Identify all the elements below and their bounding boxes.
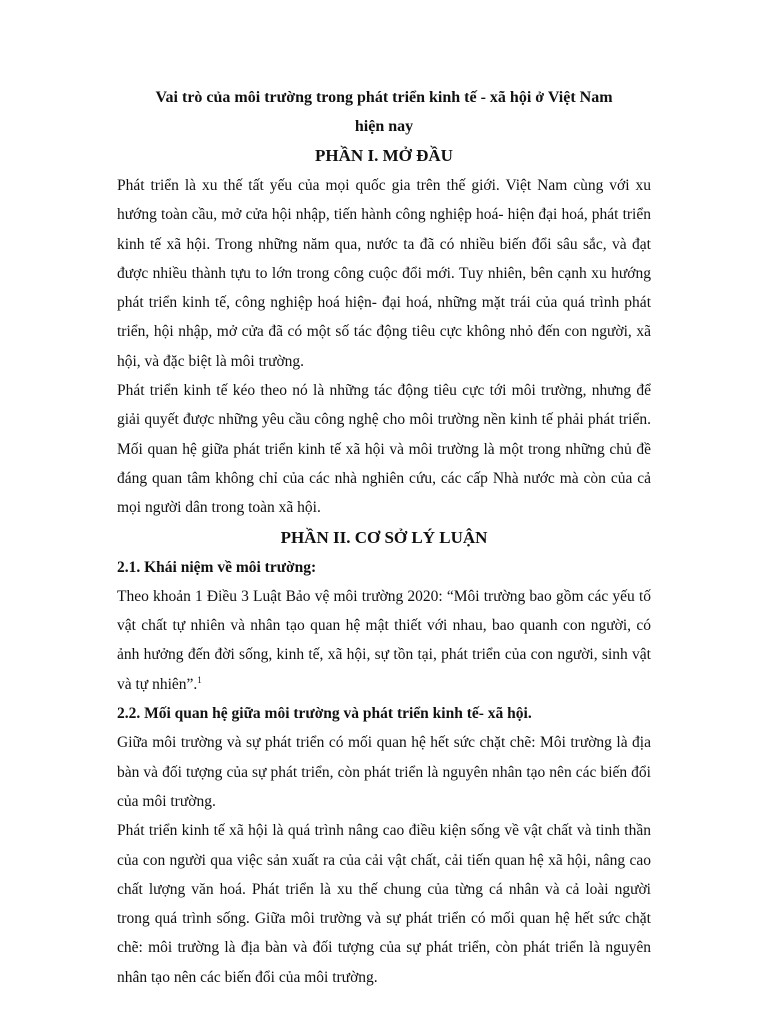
part1-paragraph-1: Phát triển là xu thế tất yếu của mọi quốc gia trên thế giới. Việt Nam cùng với xu hướng toàn cầu, mở cửa hội nhập, tiến hành công nghiệp hoá- hiện đại hoá, phát triển kinh tế xã hội. Trong những năm qua, nước ta đã có nhiều biến đổi sâu sắc, và đạt được nhiều thành tựu to lớn trong công cuộc đổi mới. Tuy nhiên, bên cạnh xu hướng phát triển kinh tế, công nghiệp hoá hiện- đại hoá, những mặt trái của quá trình phát triển, hội nhập, mở cửa đã có một số tác động tiêu cực không nhỏ đến con người, xã hội, và đặc biệt là môi trường.	[117, 177, 651, 370]
section-2-1-paragraph	[117, 582, 651, 699]
part1-paragraph-2: Phát triển kinh tế kéo theo nó là những tác động tiêu cực tới môi trường, nhưng để giải quyết được những yêu cầu công nghệ cho môi trường nền kinh tế phải phát triển. Mối quan hệ giữa phát triển kinh tế xã hội và môi trường là một trong những chủ đề đáng quan tâm không chỉ của các nhà nghiên cứu, các cấp Nhà nước mà còn của cả mọi người dân trong toàn xã hội.	[117, 382, 651, 517]
footnote-marker[interactable]: 1	[197, 674, 202, 685]
document-page	[117, 83, 651, 992]
title-line-2: hiện nay	[354, 118, 414, 135]
section-2-2-paragraph-1: Giữa môi trường và sự phát triển có mối quan hệ hết sức chặt chẽ: Môi trường là địa bàn và đối tượng của sự phát triển, còn phát triển là nguyên nhân tạo nên các biến đổi của môi trường.	[117, 734, 651, 810]
section-2-1-text: Theo khoản 1 Điều 3 Luật Bảo vệ môi trường 2020: “Môi trường bao gồm các yếu tố vật chất tự nhiên và nhân tạo quan hệ mật thiết với nhau, bao quanh con người, có ảnh hưởng đến đời sống, kinh tế, xã hội, sự tồn tại, phát triển của con người, sinh vật và tự nhiên”.	[117, 587, 651, 693]
section-2-2-heading: 2.2. Mối quan hệ giữa môi trường và phát triển kinh tế- xã hội.	[117, 705, 532, 723]
document-title	[117, 83, 651, 141]
title-line-1: Vai trò của môi trường trong phát triển kinh tế - xã hội ở Việt Nam	[155, 89, 613, 106]
section-2-2-paragraph-2: Phát triển kinh tế xã hội là quá trình nâng cao điều kiện sống về vật chất và tinh thần của con người qua việc sản xuất ra của cải vật chất, cải tiến quan hệ xã hội, nâng cao chất lượng văn hoá. Phát triển là xu thế chung của từng cá nhân và cả loài người trong quá trình sống. Giữa môi trường và sự phát triển có mối quan hệ hết sức chặt chẽ: môi trường là địa bàn và đối tượng của sự phát triển, còn phát triển là nguyên nhân tạo nên các biến đổi của môi trường.	[117, 822, 651, 986]
section-2-1-heading: 2.1. Khái niệm về môi trường:	[117, 558, 317, 576]
part1-heading: PHẦN I. MỞ ĐẦU	[315, 146, 453, 165]
part2-heading: PHẦN II. CƠ SỞ LÝ LUẬN	[280, 527, 488, 547]
